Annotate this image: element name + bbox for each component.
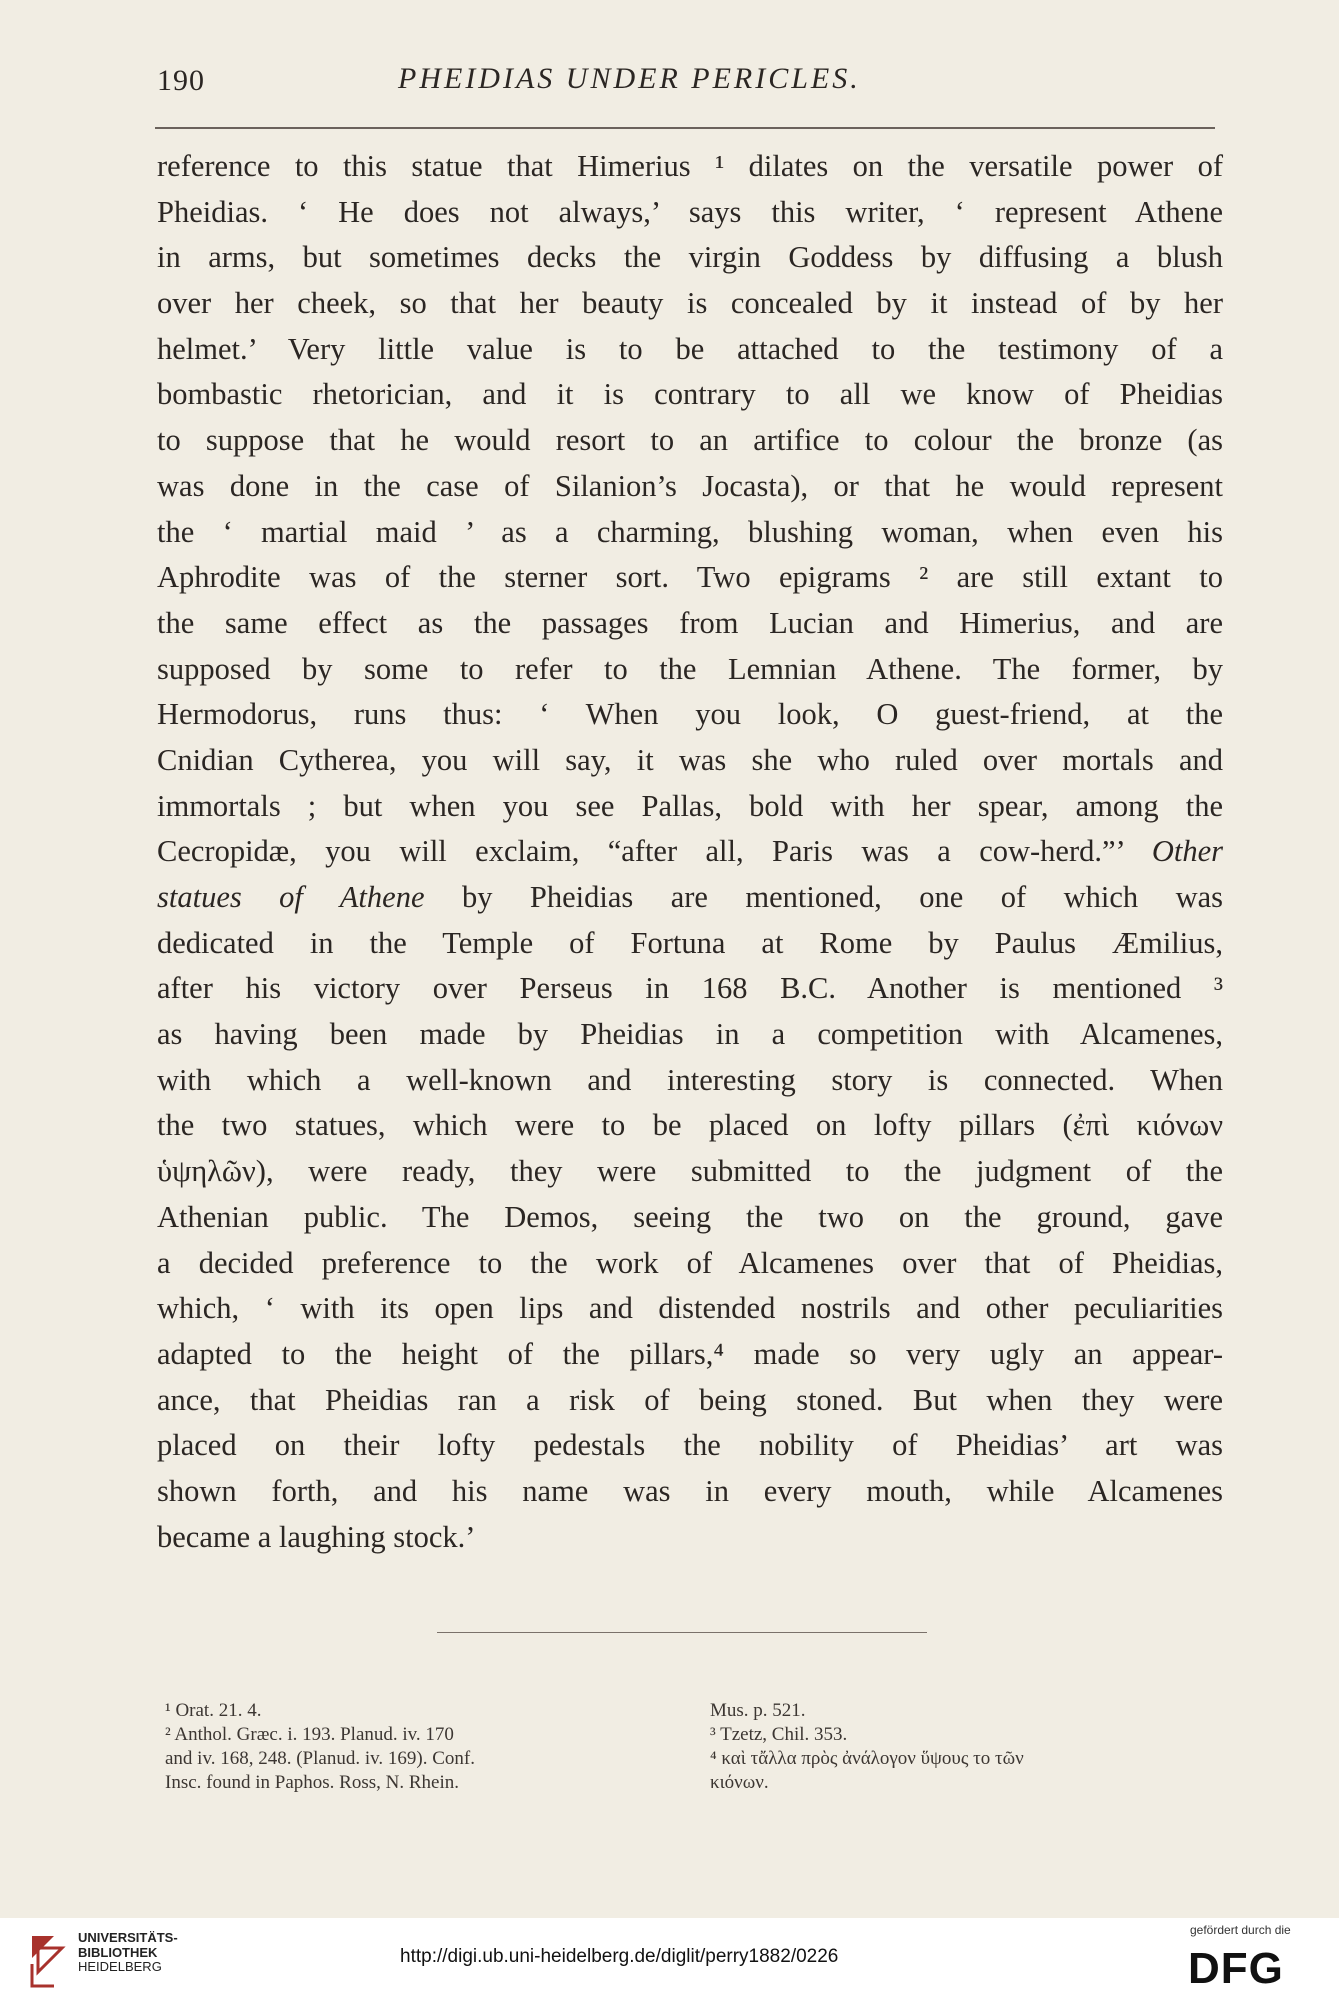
library-name-line: HEIDELBERG [78,1959,162,1974]
footnote-line: ¹ Orat. 21. 4. [165,1700,262,1721]
text-line: with which a well-known and interesting story is connected. When [157,1062,1223,1097]
text-line: dedicated in the Temple of Fortuna at Rome by Paulus Æmilius, [157,925,1223,960]
text-line: as having been made by Pheidias in a competition with Alcamenes, [157,1017,1223,1052]
text-line: over her cheek, so that her beauty is concealed by it instead of by her [157,286,1223,321]
text-line: reference to this statue that Himerius ¹ dilates on the versatile power of [157,149,1223,183]
footnotes-left [165,1699,680,1795]
text-line: shown forth, and his name was in every mouth, while Alcamenes [157,1473,1223,1508]
text-line: a decided preference to the work of Alcamenes over that of Pheidias, [157,1245,1223,1280]
text-line [157,829,1223,875]
text-line: which, ‘ with its open lips and distended nostrils and other peculiarities [157,1291,1223,1326]
text-line: adapted to the height of the pillars,⁴ made so very ugly an appear- [157,1336,1223,1371]
footnote-line: Mus. p. 521. [710,1700,806,1721]
funder-label: gefördert durch die [1190,1923,1291,1937]
text-line: the same effect as the passages from Lucian and Himerius, and are [157,605,1223,640]
text-run: by Pheidias are mentioned, one of which was [424,880,1224,914]
text-line: Aphrodite was of the sterner sort. Two epigrams ² are still extant to [157,560,1223,595]
text-line: bombastic rhetorician, and it is contrary to all we know of Pheidias [157,377,1223,412]
text-line: helmet.’ Very little value is to be attached to the testimony of a [157,331,1223,366]
text-line: supposed by some to refer to the Lemnian Athene. The former, by [157,651,1223,686]
footnote-rule [437,1632,927,1633]
text-line: Hermodorus, runs thus: ‘ When you look, O guest-friend, at the [157,697,1223,732]
text-run: after his victory over Perseus in 168 [157,971,781,1006]
text-line [157,966,1223,1012]
running-title: PHEIDIAS UNDER PERICLES. [398,62,861,95]
text-line: ance, that Pheidias ran a risk of being stoned. But when they were [157,1382,1223,1417]
dfg-logo-icon[interactable]: DFG [1188,1944,1284,1993]
library-name-line: BIBLIOTHEK [78,1944,158,1960]
page-number: 190 [157,64,205,97]
text-run: Cecropidæ, you will exclaim, “after all, Paris was a cow-herd.”’ [157,834,1152,869]
library-name-line: UNIVERSITÄTS- [78,1930,178,1945]
text-line: immortals ; but when you see Pallas, bold with her spear, among the [157,788,1223,823]
header-rule [155,127,1215,129]
footnotes-right [710,1699,1230,1795]
heidelberg-library-logo-icon[interactable] [24,1930,70,1990]
text-run: Another is mentioned ³ [836,971,1224,1006]
footnote-line: Insc. found in Paphos. Ross, N. Rhein. [165,1772,459,1793]
text-line: ὑψηλῶν), were ready, they were submitted to the judgment of the [157,1154,1223,1189]
footnote-line: and iv. 168, 248. (Planud. iv. 169). Conf. [165,1748,475,1769]
text-line: the two statues, which were to be placed on lofty pillars (ἐπὶ κιόνων [157,1108,1223,1143]
permalink-url[interactable]: http://digi.ub.uni-heidelberg.de/diglit/perry1882/0226 [400,1946,839,1967]
footnote-line: κιόνων. [710,1772,769,1793]
text-line: Pheidias. ‘ He does not always,’ says this writer, ‘ represent Athene [157,194,1223,229]
text-line: placed on their lofty pedestals the nobility of Pheidias’ art was [157,1428,1223,1463]
footnote-line: ³ Tzetz, Chil. 353. [710,1724,848,1745]
body-text [157,144,1223,1560]
footnote-line: ⁴ καὶ τἄλλα πρὸς ἀνάλογον ὕψους το τῶν [710,1748,1024,1769]
italic-run: Other [1151,834,1223,869]
library-name [78,1931,178,1975]
small-caps-run: B.C. [780,971,837,1006]
text-line [157,875,1223,921]
text-line: in arms, but sometimes decks the virgin Goddess by diffusing a blush [157,240,1223,275]
text-line: Cnidian Cytherea, you will say, it was she who ruled over mortals and [157,742,1223,777]
text-line: the ‘ martial maid ’ as a charming, blushing woman, when even his [157,514,1223,549]
footnote-line: ² Anthol. Græc. i. 193. Planud. iv. 170 [165,1724,454,1745]
text-line: was done in the case of Silanion’s Jocasta), or that he would represent [157,468,1223,503]
text-line: to suppose that he would resort to an artifice to colour the bronze (as [157,423,1223,458]
text-line: Athenian public. The Demos, seeing the two on the ground, gave [157,1199,1223,1234]
italic-run: statues of Athene [157,880,425,914]
text-line: became a laughing stock.’ [157,1519,476,1554]
